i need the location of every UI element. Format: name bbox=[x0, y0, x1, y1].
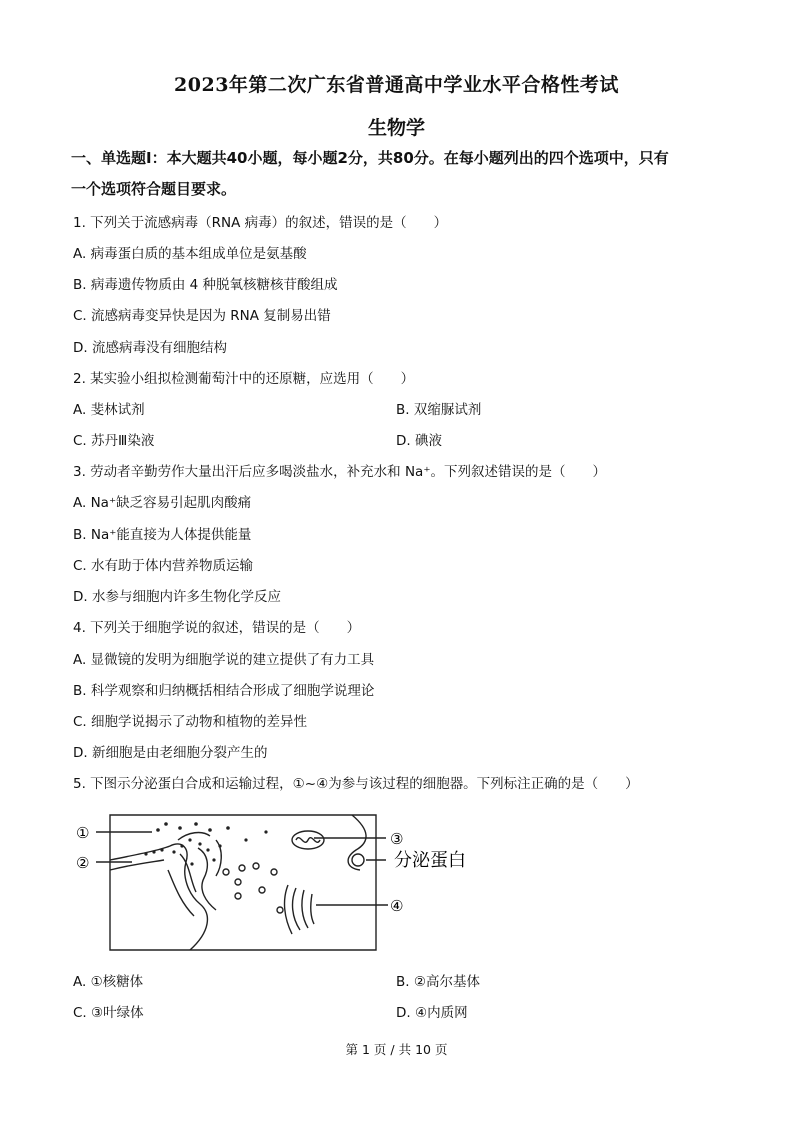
option-d: D. 流感病毒没有细胞结构 bbox=[73, 340, 227, 356]
subject-title: 生物学 bbox=[367, 117, 425, 139]
question-stem: 5. 下图示分泌蛋白合成和运输过程，①~④为参与该过程的细胞器。下列标注正确的是（ ） bbox=[73, 776, 639, 792]
option-b: B. ②高尔基体 bbox=[396, 974, 480, 990]
option-c: C. 细胞学说揭示了动物和植物的差异性 bbox=[73, 714, 308, 730]
section-heading-line2: 一个选项符合题目要求。 bbox=[71, 180, 237, 198]
option-b: B. 病毒遗传物质由 4 种脱氧核糖核苷酸组成 bbox=[73, 277, 338, 293]
label-1: ① bbox=[76, 824, 90, 842]
option-a: A. Na⁺缺乏容易引起肌肉酸痛 bbox=[73, 495, 252, 511]
question-stem: 4. 下列关于细胞学说的叙述，错误的是（ ） bbox=[73, 620, 361, 636]
question-stem: 1. 下列关于流感病毒（RNA 病毒）的叙述，错误的是（ ） bbox=[73, 215, 448, 231]
label-3: ③ bbox=[390, 830, 404, 848]
cell-diagram bbox=[70, 810, 490, 955]
er-outline bbox=[110, 844, 207, 950]
label-4: ④ bbox=[390, 897, 404, 915]
option-a: A. 斐林试剂 bbox=[73, 402, 145, 418]
option-d: D. 碘液 bbox=[396, 433, 442, 449]
golgi-apparatus bbox=[285, 885, 292, 934]
page-footer: 第 1 页 / 共 10 页 bbox=[345, 1042, 448, 1057]
option-d: D. ④内质网 bbox=[396, 1005, 468, 1021]
option-b: B. 双缩脲试剂 bbox=[396, 402, 482, 418]
option-a: A. ①核糖体 bbox=[73, 974, 144, 990]
secreted-protein-label: 分泌蛋白 bbox=[394, 850, 466, 871]
section-heading-line1: 一、单选题I：本大题共40小题，每小题2分，共80分。在每小题列出的四个选项中，只有 bbox=[71, 149, 669, 167]
section-heading bbox=[71, 143, 731, 205]
question-stem: 3. 劳动者辛勤劳作大量出汗后应多喝淡盐水，补充水和 Na⁺。下列叙述错误的是（ ） bbox=[73, 464, 606, 480]
option-c: C. ③叶绿体 bbox=[73, 1005, 144, 1021]
option-a: A. 病毒蛋白质的基本组成单位是氨基酸 bbox=[73, 246, 307, 262]
cell-membrane bbox=[110, 815, 376, 950]
option-d: D. 水参与细胞内许多生物化学反应 bbox=[73, 589, 281, 605]
label-2: ② bbox=[76, 854, 90, 872]
option-c: C. 流感病毒变异快是因为 RNA 复制易出错 bbox=[73, 308, 331, 324]
option-a: A. 显微镜的发明为细胞学说的建立提供了有力工具 bbox=[73, 652, 375, 668]
option-b: B. 科学观察和归纳概括相结合形成了细胞学说理论 bbox=[73, 683, 375, 699]
question-stem: 2. 某实验小组拟检测葡萄汁中的还原糖，应选用（ ） bbox=[73, 371, 415, 387]
secretory-vesicle bbox=[352, 854, 364, 866]
option-b: B. Na⁺能直接为人体提供能量 bbox=[73, 527, 252, 543]
option-c: C. 水有助于体内营养物质运输 bbox=[73, 558, 254, 574]
option-d: D. 新细胞是由老细胞分裂产生的 bbox=[73, 745, 268, 761]
exam-title: 2023年第二次广东省普通高中学业水平合格性考试 bbox=[174, 74, 619, 96]
option-c: C. 苏丹Ⅲ染液 bbox=[73, 433, 155, 449]
